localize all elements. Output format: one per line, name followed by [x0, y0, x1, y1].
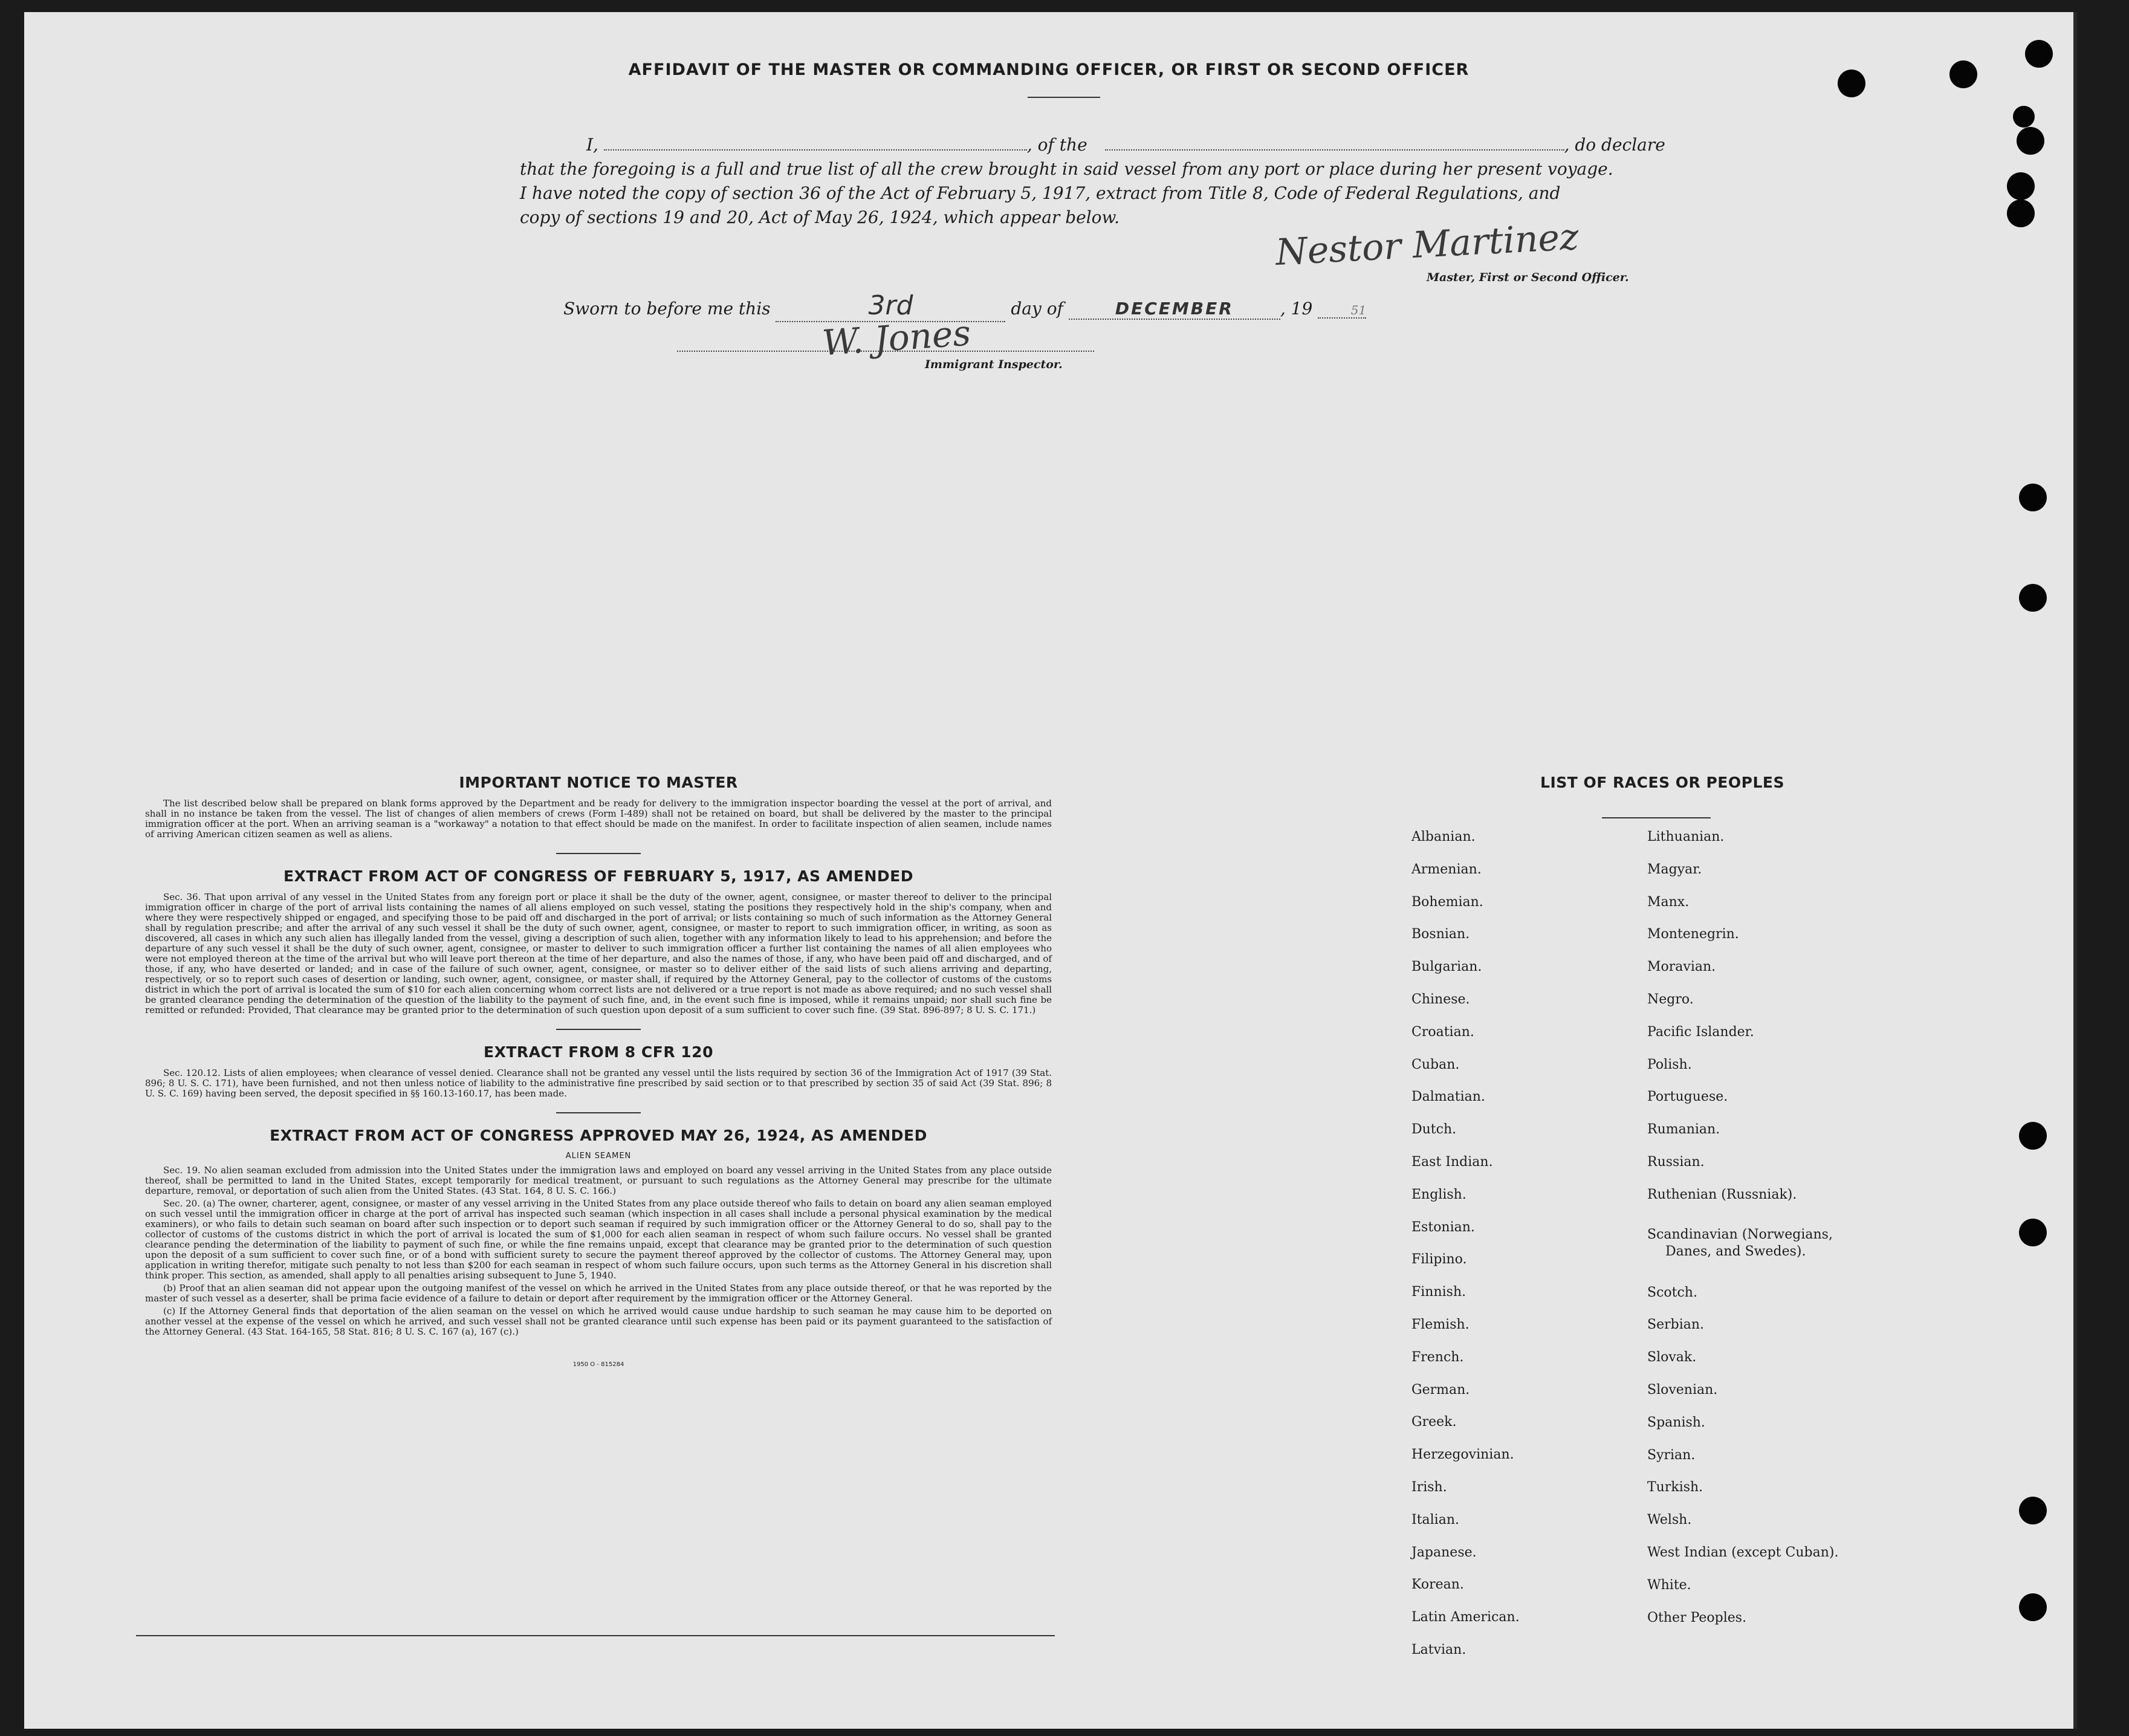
year-label: , 19 [1280, 299, 1313, 319]
race-item: French. [1411, 1349, 1464, 1365]
day-field: 3rd [776, 290, 1005, 322]
race-item: Cuban. [1411, 1057, 1460, 1072]
vessel-name-field [1105, 149, 1564, 151]
extract1-text: Sec. 36. That upon arrival of any vessel in the United States from any foreign port or place it shall be the duty of the owner, agent, consignee, or master thereof to deliver to the principal immigration officer in charge of the port of arrival lists containing the names of all aliens employed on such vessel, stating the positions they respectively hold in the ship's company, when and where they were respectively shipped or engaged, and specifying those to be paid off and discharged in the port of arrival; or lists containing so much of such information as the Attorney General shall by regulation prescribe; and after the arrival of any such vessel it shall be the duty of such owner, agent, consignee, or master to report to such immigration officer, in writing, as soon as discovered, all cases in which any such alien has illegally landed from the vessel, giving a description of such alien, together with any information likely to lead to his apprehension; and before the departure of any such vessel it shall be the duty of such owner, agent, consignee, or master to deliver to such immigration officer a further list containing the names of all alien employees who were not employed thereon at the time of the arrival but who will leave port thereon at the time of her departure, and also the names of those, if any, who have been paid off and discharged, and of those, if any, who have deserted or landed; and in case of the failure of such owner, agent, consignee, or master so to deliver either of the said lists of such aliens arriving and departing, respectively, or so to report such cases of desertion or landing, such owner, agent, consignee, or master shall, if required by the Attorney General, pay to the collector of customs of the customs district in which the port of arrival is located the sum of $10 for each alien concerning whom correct lists are not delivered or a true report is not made as above required; and no such vessel shall be granted clearance pending the determination of the question of the liability to the payment of such fine, and, in the event such fine is imposed, while it remains unpaid; nor shall such fine be remitted or refunded: Provided, That clearance may be granted prior to the determination of such question upon deposit of a sum sufficient to cover such fine. (39 Stat. 896-897; 8 U. S. C. 171.) [145, 892, 1052, 1015]
race-item: Russian. [1647, 1154, 1705, 1170]
extract3-sec19: Sec. 19. No alien seaman excluded from admission into the United States under the immigration laws and employed on board any vessel arriving in the United States from any place outside thereof, shall be permitted to land in the United States, except temporarily for medical treatment, or pursuant to such regulations as the Attorney General may prescribe for the ultimate departure, removal, or deportation of such alien from the United States. (43 Stat. 164, 8 U. S. C. 166.) [145, 1165, 1052, 1196]
race-item: West Indian (except Cuban). [1647, 1544, 1839, 1560]
punch-hole [1949, 60, 1977, 88]
extract3-sec20a: Sec. 20. (a) The owner, charterer, agent, consignee, or master of any vessel arriving in the United States from any place outside thereof who fails to detain on board any alien seaman employed on such vessel until the immigration officer in charge at the port of arrival has inspected such seaman (which inspection in all cases shall include a personal physical examination by the medical examiners), or who fails to detain such seaman on board after such inspection or to deport such seaman if required by such immigration officer or the Attorney General to do so, shall pay to the collector of customs of the customs district in which the port of arrival is located the sum of $1,000 for each alien seaman in respect of whom such failure occurs. No vessel shall be granted clearance pending the determination of the liability to payment of such fine, or while the fine remains unpaid, except that clearance may be granted prior to the determination of such question upon the deposit of a sum sufficient to cover such fine, or of a bond with sufficient surety to secure the payment thereof approved by the collector of customs. The Attorney General may, upon application in writing therefor, mitigate such penalty to not less than $200 for each seaman in respect of whom such failure occurs, upon such terms as the Attorney General in his discretion shall think proper. This section, as amended, shall apply to all penalties arising subsequent to June 5, 1940. [145, 1198, 1052, 1281]
race-item: East Indian. [1411, 1154, 1493, 1170]
sworn-label: Sworn to before me this [563, 299, 771, 319]
races-right-column [1647, 828, 1838, 1641]
race-item: Magyar. [1647, 861, 1702, 877]
extract3-subheading: ALIEN SEAMEN [565, 1151, 632, 1161]
race-item: Moravian. [1647, 959, 1716, 975]
race-item: Bulgarian. [1411, 959, 1482, 975]
affidavit-title: AFFIDAVIT OF THE MASTER OR COMMANDING OFFICER, OR FIRST OR SECOND OFFICER [628, 60, 1470, 79]
punch-hole [2007, 199, 2035, 227]
punch-hole [2017, 127, 2044, 155]
punch-hole [2019, 1593, 2047, 1621]
of-the-label: , of the [1026, 135, 1087, 155]
punch-hole [2007, 172, 2035, 200]
declaration-block [520, 133, 1687, 230]
race-item: Korean. [1411, 1577, 1464, 1593]
race-item: Irish. [1411, 1479, 1447, 1495]
punch-hole [2019, 1122, 2047, 1150]
race-item: Ruthenian (Russniak). [1647, 1187, 1797, 1202]
sworn-line [563, 290, 1470, 322]
race-item: Armenian. [1411, 861, 1482, 877]
race-item: Herzegovinian. [1411, 1447, 1514, 1463]
divider [556, 853, 641, 854]
divider [556, 1112, 641, 1113]
title-divider [1028, 97, 1100, 98]
day-of-label: day of [1011, 299, 1063, 319]
races-section [1390, 774, 1934, 1657]
extract1-heading: EXTRACT FROM ACT OF CONGRESS OF FEBRUARY 5, 1917, AS AMENDED [283, 867, 914, 885]
race-item: Turkish. [1647, 1480, 1703, 1495]
declaration-line1 [520, 133, 1687, 157]
race-item: Chinese. [1411, 991, 1470, 1007]
race-item: Spanish. [1647, 1414, 1705, 1430]
notice-column [145, 774, 1052, 1368]
race-item: Danes, and Swedes). [1665, 1243, 1806, 1259]
officer-name-field [604, 149, 1027, 151]
inspector-signature: W. Jones [820, 312, 973, 364]
race-item: Polish. [1647, 1057, 1692, 1072]
race-item: Scandinavian (Norwegians, [1647, 1226, 1833, 1242]
race-item: Filipino. [1411, 1252, 1467, 1268]
print-code: 1950 O - 815284 [572, 1361, 624, 1368]
race-item: Japanese. [1411, 1544, 1477, 1560]
race-item: Flemish. [1411, 1317, 1470, 1332]
punch-hole [1838, 70, 1865, 97]
year-field: 51 [1318, 303, 1366, 319]
extract3-sec20c: (c) If the Attorney General finds that deportation of the alien seaman on the vessel on which he arrived would cause undue hardship to such seaman he may cause him to be deported on another vessel at the expense of the vessel on which he arrived, and such vessel shall not be granted clearance until such expense has been paid or its payment guaranteed to the satisfaction of the Attorney General. (43 Stat. 164-165, 58 Stat. 816; 8 U. S. C. 167 (a), 167 (c).) [145, 1306, 1052, 1337]
race-item: Lithuanian. [1647, 829, 1725, 844]
bottom-rule [136, 1635, 1055, 1636]
race-item: White. [1647, 1577, 1691, 1593]
race-item: Slovenian. [1647, 1382, 1718, 1398]
race-item: Bohemian. [1411, 894, 1483, 910]
punch-hole [2019, 584, 2047, 612]
race-item: Pacific Islander. [1647, 1024, 1754, 1040]
race-item: Finnish. [1411, 1284, 1466, 1300]
punch-hole [2019, 1219, 2047, 1246]
race-item: Greek. [1411, 1414, 1457, 1430]
race-item: Slovak. [1647, 1350, 1697, 1365]
i-label: I, [586, 135, 598, 155]
extract3-sec20b: (b) Proof that an alien seaman did not appear upon the outgoing manifest of the vessel on which he arrived in the United States from any place outside thereof, or that he was reported by the master of such vessel as a deserter, shall be prima facie evidence of a failure to detain or deport after requirement by the immigration officer or the Attorney General. [145, 1283, 1052, 1304]
do-declare-label: , do declare [1564, 135, 1665, 155]
race-item: Other Peoples. [1647, 1610, 1747, 1625]
race-item: Dutch. [1411, 1122, 1457, 1138]
race-item: Albanian. [1411, 829, 1476, 844]
punch-hole [2025, 40, 2053, 68]
inspector-label: Immigrant Inspector. [925, 358, 1063, 371]
extract3-heading: EXTRACT FROM ACT OF CONGRESS APPROVED MAY 26, 1924, AS AMENDED [270, 1127, 927, 1144]
race-item: Italian. [1411, 1512, 1459, 1527]
declaration-line2: that the foregoing is a full and true list of all the crew brought in said vessel from any port or place during her present voyage. [520, 159, 1613, 179]
divider [556, 1029, 641, 1030]
master-signature: Nestor Martinez [1274, 215, 1580, 274]
punch-hole [2019, 484, 2047, 511]
race-item: Croatian. [1411, 1024, 1474, 1040]
race-item: German. [1411, 1382, 1470, 1398]
extract2-heading: EXTRACT FROM 8 CFR 120 [484, 1043, 713, 1061]
race-item: Dalmatian. [1411, 1089, 1485, 1105]
notice-intro: The list described below shall be prepared on blank forms approved by the Department and be ready for delivery to the immigration inspector boarding the vessel at the port of arrival, and shall in no instance be taken from the vessel. The list of changes of alien members of crews (Form I-489) shall not be retained on board, but shall be delivered by the master to the principal immigration officer at the port. When an arriving seaman is a "workaway" a notation to that effect should be made on the manifest. In order to facilitate inspection of alien seamen, include names of arriving American citizen seamen as well as aliens. [145, 798, 1052, 840]
notice-heading: IMPORTANT NOTICE TO MASTER [459, 774, 738, 791]
extract2-text: Sec. 120.12. Lists of alien employees; when clearance of vessel denied. Clearance shall not be granted any vessel until the lists required by section 36 of the Immigration Act of 1917 (39 Stat. 896; 8 U. S. C. 171), have been furnished, and not then unless notice of liability to the administrative fine prescribed by said section or to that prescribed by section 35 of said Act (39 Stat. 896; 8 U. S. C. 169) having been served, the deposit specified in §§ 160.13-160.17, has been made. [145, 1067, 1052, 1099]
declaration-line3: I have noted the copy of section 36 of the Act of February 5, 1917, extract from Title 8, Code of Federal Regulations, and [520, 183, 1561, 203]
races-heading: LIST OF RACES OR PEOPLES [1540, 774, 1784, 791]
race-item: Bosnian. [1411, 927, 1470, 942]
race-item: Serbian. [1647, 1317, 1705, 1333]
race-item: Montenegrin. [1647, 927, 1739, 942]
race-item: Latvian. [1411, 1642, 1466, 1657]
races-divider [1602, 817, 1711, 818]
races-left-column [1411, 828, 1520, 1674]
declaration-line4: copy of sections 19 and 20, Act of May 26, 1924, which appear below. [520, 207, 1120, 227]
punch-hole [2013, 106, 2035, 128]
race-item: Rumanian. [1647, 1122, 1720, 1138]
inspector-signature-line [677, 351, 1094, 352]
race-item: Negro. [1647, 991, 1694, 1007]
punch-hole [2019, 1497, 2047, 1524]
race-item: Scotch. [1647, 1284, 1697, 1300]
race-item: Syrian. [1647, 1447, 1696, 1463]
race-item: English. [1411, 1187, 1466, 1202]
race-item: Latin American. [1411, 1610, 1520, 1625]
race-item: Manx. [1647, 894, 1690, 910]
race-item: Portuguese. [1647, 1089, 1728, 1105]
document-page [24, 12, 2077, 1729]
master-label: Master, First or Second Officer. [1427, 271, 1629, 284]
race-item: Welsh. [1647, 1512, 1692, 1528]
race-item: Estonian. [1411, 1219, 1475, 1235]
month-field: DECEMBER [1069, 299, 1280, 320]
